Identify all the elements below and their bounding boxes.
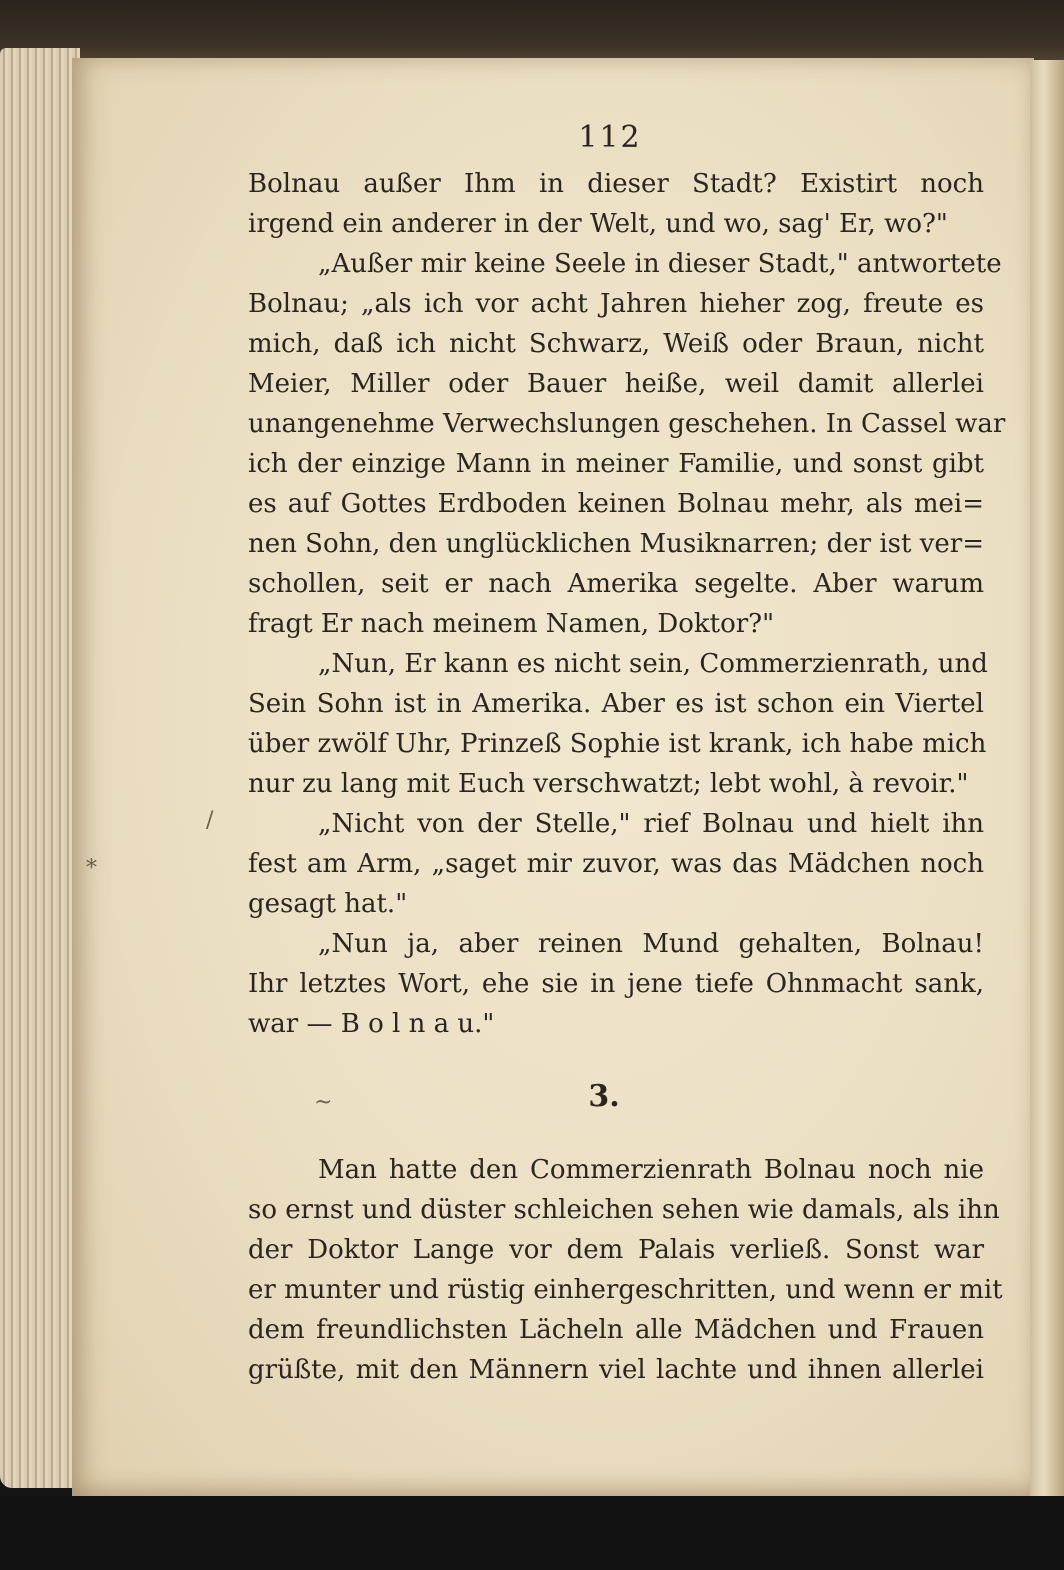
- text-line: über zwölf Uhr, Prinzeß Sophie ist krank, ich habe mich: [248, 729, 987, 759]
- margin-mark: ~: [314, 1090, 333, 1115]
- text-line: fest am Arm, „saget mir zuvor, was das Mädchen noch: [248, 849, 984, 879]
- text-before-section: [248, 164, 1006, 1044]
- text-line: er munter und rüstig einhergeschritten, und wenn er mit: [248, 1275, 1003, 1305]
- text-after-section: [248, 1150, 1003, 1390]
- text-line: schollen, seit er nach Amerika segelte. Aber warum: [248, 569, 984, 599]
- text-line: Man hatte den Commerzienrath Bolnau noch nie: [318, 1155, 984, 1185]
- text-line: gesagt hat.": [248, 889, 408, 919]
- text-line: mich, daß ich nicht Schwarz, Weiß oder Braun, nicht: [248, 329, 984, 359]
- text-line: grüßte, mit den Männern viel lachte und ihnen allerlei: [248, 1355, 984, 1385]
- text-line: Bolnau außer Ihm in dieser Stadt? Existirt noch: [248, 169, 984, 199]
- text-line: unangenehme Verwechslungen geschehen. In Cassel war: [248, 409, 1006, 439]
- text-line: fragt Er nach meinem Namen, Doktor?": [248, 609, 775, 639]
- text-line: es auf Gottes Erdboden keinen Bolnau mehr, als mei=: [248, 489, 984, 519]
- page-edges-left: [0, 48, 80, 1488]
- book-cover-bottom: [0, 1496, 1064, 1570]
- text-line: „Nicht von der Stelle," rief Bolnau und hielt ihn: [318, 809, 984, 839]
- text-line: Bolnau; „als ich vor acht Jahren hieher zog, freute es: [248, 289, 984, 319]
- text-line: dem freundlichsten Lächeln alle Mädchen und Frauen: [248, 1315, 984, 1345]
- text-line: war — B o l n a u.": [248, 1009, 495, 1039]
- text-line: Meier, Miller oder Bauer heiße, weil damit allerlei: [248, 369, 984, 399]
- page-edges-right: [1030, 60, 1064, 1500]
- text-line: Sein Sohn ist in Amerika. Aber es ist schon ein Viertel: [248, 689, 984, 719]
- section-number: 3.: [588, 1079, 620, 1114]
- text-line: Ihr letztes Wort, ehe sie in jene tiefe Ohnmacht sank,: [248, 969, 984, 999]
- text-line: „Nun ja, aber reinen Mund gehalten, Bolnau!: [318, 929, 984, 959]
- text-line: so ernst und düster schleichen sehen wie damals, als ihn: [248, 1195, 1000, 1225]
- page-text: [248, 112, 1006, 1390]
- margin-mark: *: [86, 856, 97, 881]
- page-number: 112: [578, 120, 642, 155]
- text-line: ich der einzige Mann in meiner Familie, und sonst gibt: [248, 449, 984, 479]
- text-line: „Nun, Er kann es nicht sein, Commerzienrath, und: [318, 649, 988, 679]
- text-line: nen Sohn, den unglücklichen Musiknarren; der ist ver=: [248, 529, 984, 559]
- text-line: „Außer mir keine Seele in dieser Stadt," antwortete: [318, 249, 1002, 279]
- text-line: der Doktor Lange vor dem Palais verließ. Sonst war: [248, 1235, 984, 1265]
- margin-mark: /: [206, 808, 214, 833]
- text-line: irgend ein anderer in der Welt, und wo, sag' Er, wo?": [248, 209, 948, 239]
- text-line: nur zu lang mit Euch verschwatzt; lebt wohl, à revoir.": [248, 769, 969, 799]
